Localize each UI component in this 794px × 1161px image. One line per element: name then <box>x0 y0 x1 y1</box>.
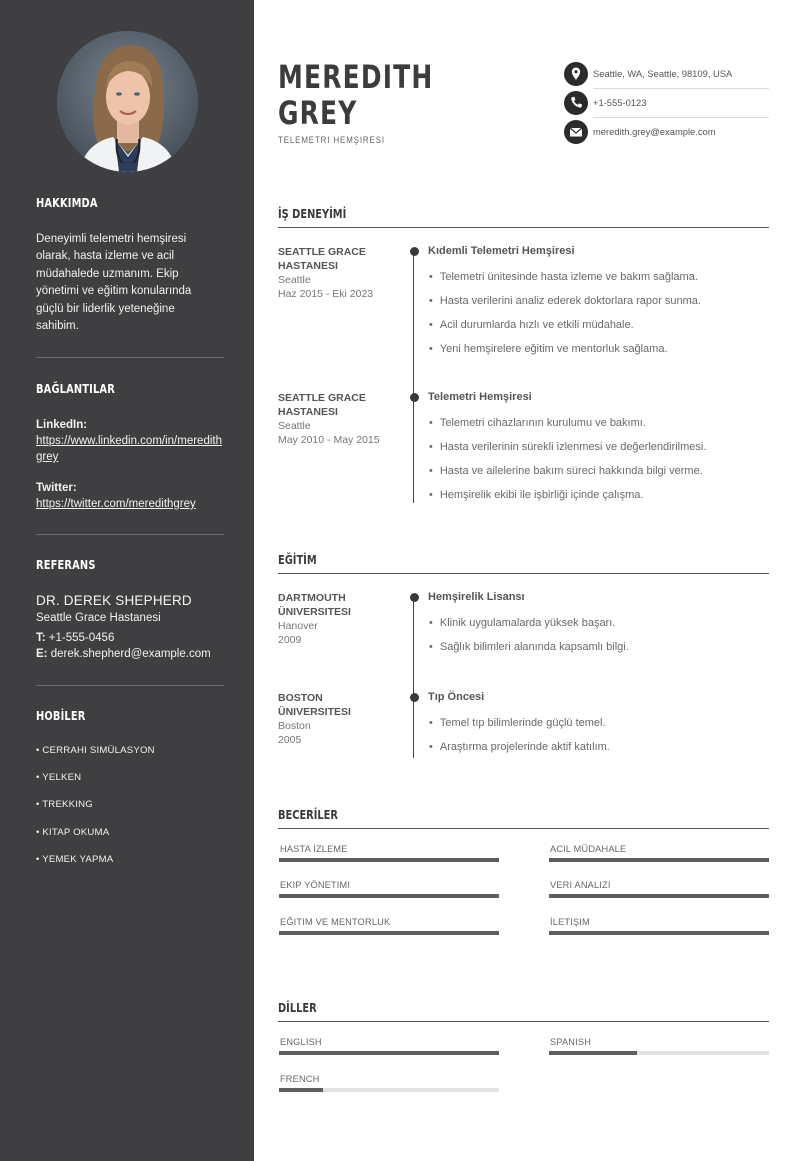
org-location: Hanover <box>278 620 318 632</box>
reference-phone-value: +1-555-0456 <box>48 632 115 644</box>
contact-email <box>564 120 769 144</box>
bullet-item: • Klinik uygulamalarda yüksek başarı. <box>429 617 615 629</box>
reference-email-value: derek.shepherd@example.com <box>50 648 211 660</box>
experience-org <box>278 391 398 447</box>
divider <box>593 117 769 118</box>
email-text: meredith.grey@example.com <box>593 126 716 137</box>
skill-track <box>549 931 769 935</box>
skill-fill <box>279 894 499 898</box>
twitter-link[interactable]: https://twitter.com/meredithgrey <box>36 498 196 510</box>
email-icon <box>564 120 588 144</box>
reference-name: DR. DEREK SHEPHERD <box>36 593 192 608</box>
languages-heading: DİLLER <box>278 1001 317 1015</box>
reference-org: Seattle Grace Hastanesi <box>36 612 161 624</box>
phone-text: +1-555-0123 <box>593 97 647 108</box>
skill-label: ACIL MÜDAHALE <box>550 844 627 854</box>
linkedin-link[interactable]: https://www.linkedin.com/in/meredithgrey <box>36 435 222 463</box>
org-name: SEATTLE GRACE HASTANESI <box>278 392 366 418</box>
bullet-item: • Yeni hemşirelere eğitim ve mentorluk sağlama. <box>429 343 668 355</box>
divider <box>36 534 224 535</box>
language-label: SPANISH <box>550 1037 592 1047</box>
skill-fill <box>279 931 499 935</box>
skills-heading: BECERİLER <box>278 808 338 822</box>
avatar <box>57 31 198 172</box>
language-fill <box>279 1088 323 1092</box>
links-heading: BAĞLANTILAR <box>36 382 115 396</box>
bullet-item: • Hasta verilerini analiz ederek doktorlara rapor sunma. <box>429 295 701 307</box>
bullet-item: • Hemşirelik ekibi ile işbirliği içinde çalışma. <box>429 489 643 501</box>
role-title: Kıdemli Telemetri Hemşiresi <box>428 245 575 257</box>
education-org <box>278 691 398 747</box>
skill-track <box>549 858 769 862</box>
about-text: Deneyimli telemetri hemşiresi olarak, hasta izleme ve acil müdahalede uzmanım. Ekip yönetimi ve eğitim konularında güçlü bir liderlik yeteneğine sahibim. <box>36 233 192 333</box>
language-label: ENGLISH <box>280 1037 322 1047</box>
skill-track <box>549 894 769 898</box>
address-text: Seattle, WA, Seattle, 98109, USA <box>593 68 733 79</box>
education-org <box>278 591 398 647</box>
language-track <box>549 1051 769 1055</box>
reference-email-label: E: <box>36 648 48 660</box>
section-rule <box>278 828 769 829</box>
contact-address <box>564 62 769 86</box>
education-timeline <box>413 597 414 758</box>
language-label: FRENCH <box>280 1074 320 1084</box>
last-name: GREY <box>278 94 358 132</box>
education-heading: EĞİTİM <box>278 553 317 567</box>
location-icon <box>564 62 588 86</box>
timeline-dot <box>410 247 419 256</box>
skill-label: VERI ANALIZI <box>550 880 611 890</box>
reference-phone-label: T: <box>36 632 46 644</box>
bullet-item: • Hasta ve ailelerine bakım süreci hakkında bilgi verme. <box>429 465 703 477</box>
org-location: Seattle <box>278 274 311 286</box>
language-track <box>279 1051 499 1055</box>
language-fill <box>279 1051 499 1055</box>
bullet-item: • Telemetri cihazlarının kurulumu ve bakımı. <box>429 417 646 429</box>
skill-label: EKIP YÖNETIMI <box>280 880 351 890</box>
hobby-item: • KITAP OKUMA <box>36 827 110 838</box>
skill-label: İLETIŞIM <box>550 917 590 927</box>
role-title: Telemetri Hemşiresi <box>428 391 532 403</box>
org-name: DARTMOUTH ÜNIVERSITESI <box>278 592 351 618</box>
twitter-link-block <box>36 480 226 512</box>
linkedin-link-block <box>36 417 226 465</box>
bullet-item: • Acil durumlarda hızlı ve etkili müdahale. <box>429 319 634 331</box>
reference-email <box>36 648 211 660</box>
reference-phone <box>36 632 114 644</box>
skill-fill <box>549 931 769 935</box>
experience-org <box>278 245 398 301</box>
timeline-dot <box>410 693 419 702</box>
bullet-item: • Telemetri ünitesinde hasta izleme ve bakım sağlama. <box>429 271 698 283</box>
hobby-item: • CERRAHI SIMÜLASYON <box>36 745 155 756</box>
org-dates: Haz 2015 - Eki 2023 <box>278 288 374 300</box>
phone-icon <box>564 91 588 115</box>
language-track <box>279 1088 499 1092</box>
skill-track <box>279 894 499 898</box>
divider <box>36 685 224 686</box>
degree-title: Hemşirelik Lisansı <box>428 591 525 603</box>
bullet-item: • Sağlık bilimleri alanında kapsamlı bilgi. <box>429 641 629 653</box>
hobby-item: • TREKKING <box>36 799 93 810</box>
bullet-item: • Temel tıp bilimlerinde güçlü temel. <box>429 717 606 729</box>
skill-fill <box>549 858 769 862</box>
divider <box>36 357 224 358</box>
org-name: SEATTLE GRACE HASTANESI <box>278 246 366 272</box>
hobby-item: • YELKEN <box>36 772 82 783</box>
twitter-label: Twitter: <box>36 482 77 494</box>
org-location: Seattle <box>278 420 311 432</box>
degree-title: Tıp Öncesi <box>428 691 485 703</box>
experience-heading: İŞ DENEYİMİ <box>278 207 347 221</box>
skill-label: HASTA İZLEME <box>280 844 348 854</box>
org-dates: 2005 <box>278 734 302 746</box>
skill-fill <box>549 894 769 898</box>
org-name: BOSTON ÜNIVERSITESI <box>278 692 351 718</box>
sidebar <box>0 0 254 1161</box>
job-title: TELEMETRI HEMŞIRESI <box>278 135 385 145</box>
bullet-item: • Hasta verilerinin sürekli izlenmesi ve değerlendirilmesi. <box>429 441 706 453</box>
org-location: Boston <box>278 720 311 732</box>
org-dates: May 2010 - May 2015 <box>278 434 380 446</box>
section-rule <box>278 1021 769 1022</box>
experience-timeline <box>413 251 414 503</box>
hobby-item: • YEMEK YAPMA <box>36 854 114 865</box>
about-heading: HAKKIMDA <box>36 196 98 210</box>
section-rule <box>278 227 769 228</box>
contact-phone <box>564 91 769 115</box>
section-rule <box>278 573 769 574</box>
first-name: MEREDITH <box>278 58 434 96</box>
skill-label: EĞITIM VE MENTORLUK <box>280 917 391 927</box>
divider <box>593 88 769 89</box>
timeline-dot <box>410 593 419 602</box>
reference-heading: REFERANS <box>36 558 96 572</box>
skill-track <box>279 858 499 862</box>
bullet-item: • Araştırma projelerinde aktif katılım. <box>429 741 610 753</box>
profile-photo <box>57 31 198 172</box>
timeline-dot <box>410 393 419 402</box>
language-fill <box>549 1051 637 1055</box>
skill-track <box>279 931 499 935</box>
org-dates: 2009 <box>278 634 302 646</box>
linkedin-label: LinkedIn: <box>36 419 88 431</box>
skill-fill <box>279 858 499 862</box>
hobbies-heading: HOBİLER <box>36 709 86 723</box>
